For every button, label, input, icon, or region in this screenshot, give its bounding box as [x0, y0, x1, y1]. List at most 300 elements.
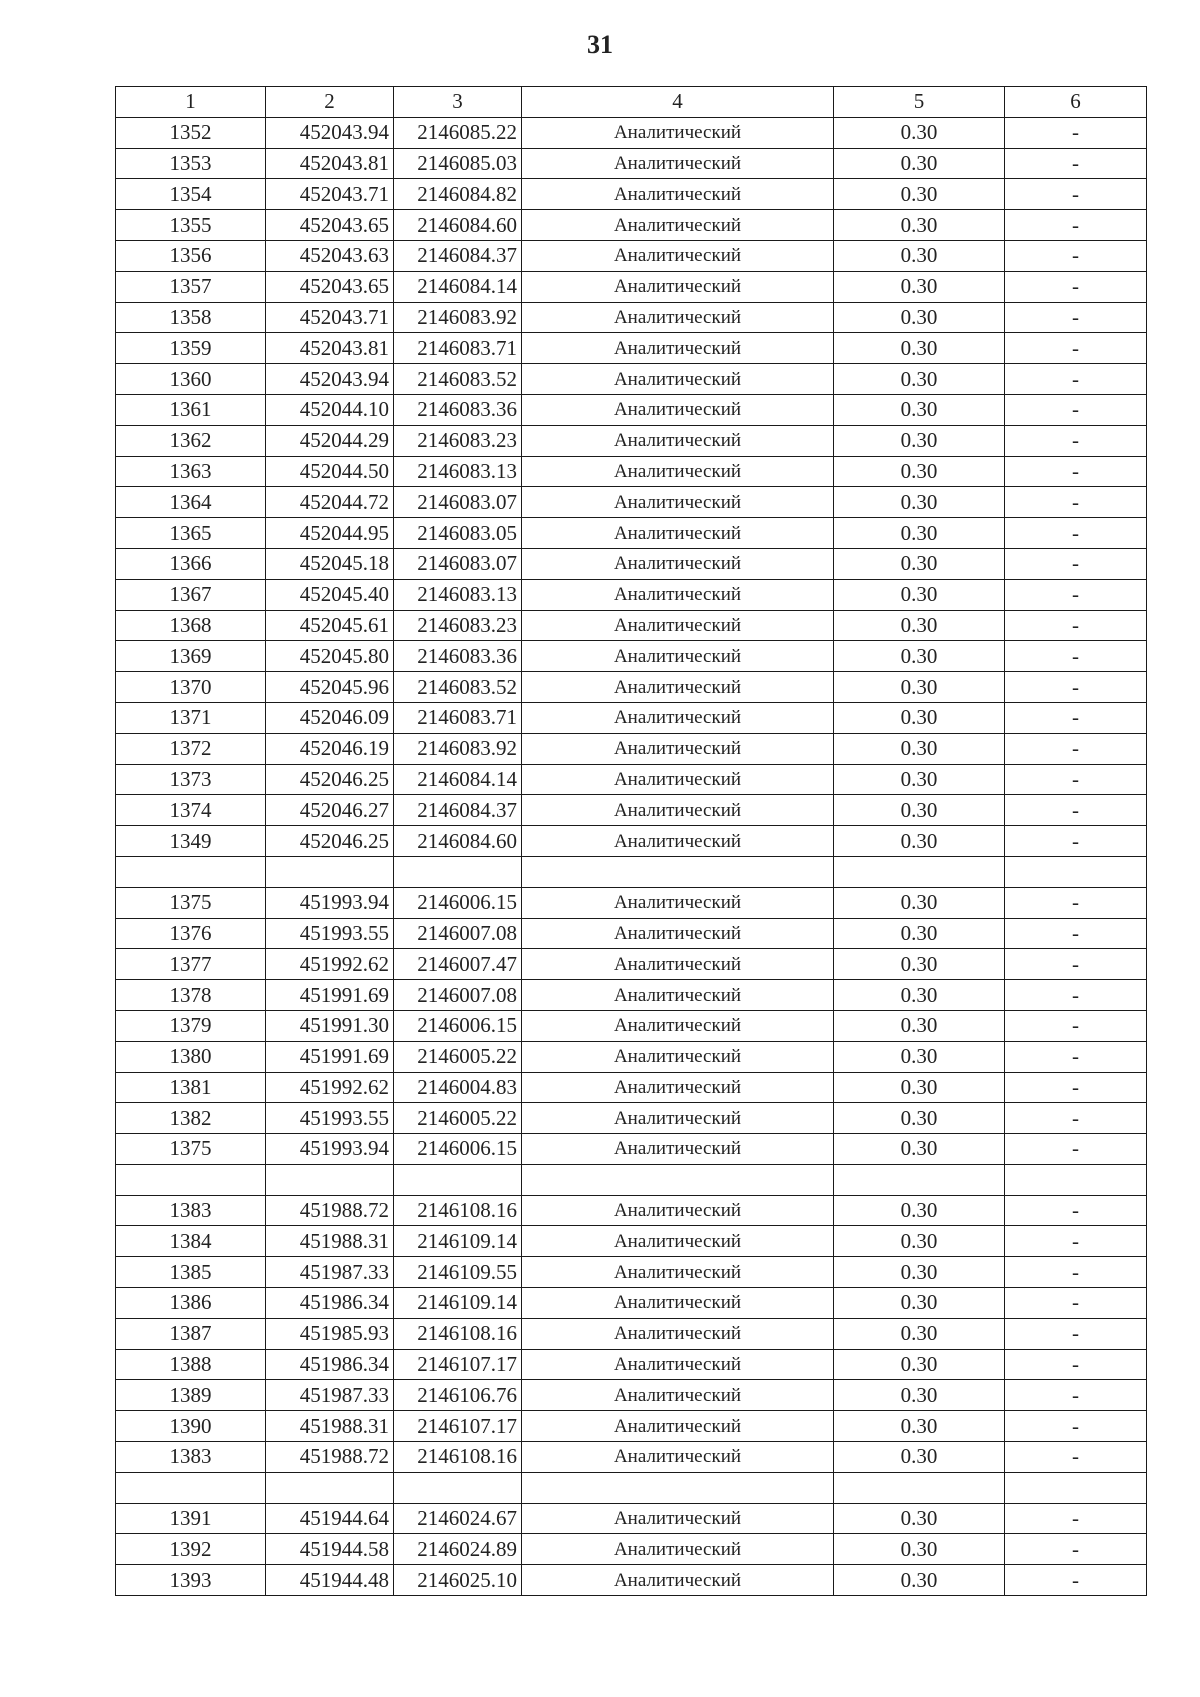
accuracy-cell: 0.30 — [834, 1257, 1005, 1288]
accuracy-cell: 0.30 — [834, 672, 1005, 703]
table-row — [116, 672, 1147, 703]
y-coordinate-cell: 2146084.37 — [394, 795, 522, 826]
accuracy-cell: 0.30 — [834, 733, 1005, 764]
accuracy-cell: 0.30 — [834, 1103, 1005, 1134]
accuracy-cell — [834, 1472, 1005, 1503]
x-coordinate-cell: 452045.61 — [266, 610, 394, 641]
x-coordinate-cell: 451986.34 — [266, 1288, 394, 1319]
y-coordinate-cell: 2146085.22 — [394, 117, 522, 148]
y-coordinate-cell: 2146084.60 — [394, 826, 522, 857]
note-cell: - — [1005, 302, 1147, 333]
y-coordinate-cell: 2146084.82 — [394, 179, 522, 210]
accuracy-cell: 0.30 — [834, 1318, 1005, 1349]
y-coordinate-cell — [394, 1472, 522, 1503]
table-row — [116, 856, 1147, 887]
x-coordinate-cell: 452045.18 — [266, 548, 394, 579]
point-number-cell: 1383 — [116, 1195, 266, 1226]
y-coordinate-cell: 2146109.55 — [394, 1257, 522, 1288]
table-row — [116, 1134, 1147, 1165]
accuracy-cell: 0.30 — [834, 579, 1005, 610]
table-row — [116, 1103, 1147, 1134]
point-number-cell: 1389 — [116, 1380, 266, 1411]
point-number-cell: 1366 — [116, 548, 266, 579]
y-coordinate-cell: 2146004.83 — [394, 1072, 522, 1103]
y-coordinate-cell: 2146083.13 — [394, 456, 522, 487]
note-cell: - — [1005, 1041, 1147, 1072]
x-coordinate-cell: 452044.10 — [266, 394, 394, 425]
y-coordinate-cell: 2146083.52 — [394, 364, 522, 395]
y-coordinate-cell — [394, 856, 522, 887]
method-cell: Аналитический — [522, 117, 834, 148]
point-number-cell: 1386 — [116, 1288, 266, 1319]
note-cell: - — [1005, 1226, 1147, 1257]
note-cell: - — [1005, 1318, 1147, 1349]
x-coordinate-cell: 451991.69 — [266, 980, 394, 1011]
point-number-cell: 1379 — [116, 1010, 266, 1041]
table-row — [116, 179, 1147, 210]
point-number-cell: 1384 — [116, 1226, 266, 1257]
accuracy-cell: 0.30 — [834, 1134, 1005, 1165]
accuracy-cell: 0.30 — [834, 1349, 1005, 1380]
note-cell: - — [1005, 456, 1147, 487]
point-number-cell: 1381 — [116, 1072, 266, 1103]
y-coordinate-cell: 2146083.52 — [394, 672, 522, 703]
y-coordinate-cell: 2146083.07 — [394, 548, 522, 579]
method-cell: Аналитический — [522, 826, 834, 857]
x-coordinate-cell: 452044.50 — [266, 456, 394, 487]
table-row — [116, 518, 1147, 549]
note-cell: - — [1005, 826, 1147, 857]
accuracy-cell: 0.30 — [834, 425, 1005, 456]
y-coordinate-cell: 2146106.76 — [394, 1380, 522, 1411]
point-number-cell: 1377 — [116, 949, 266, 980]
point-number-cell: 1364 — [116, 487, 266, 518]
column-header: 5 — [834, 87, 1005, 118]
point-number-cell: 1368 — [116, 610, 266, 641]
table-row — [116, 1349, 1147, 1380]
accuracy-cell — [834, 856, 1005, 887]
method-cell: Аналитический — [522, 1134, 834, 1165]
coordinates-table — [115, 86, 1147, 1596]
note-cell: - — [1005, 1072, 1147, 1103]
y-coordinate-cell: 2146083.92 — [394, 302, 522, 333]
note-cell: - — [1005, 1565, 1147, 1596]
x-coordinate-cell: 452043.94 — [266, 364, 394, 395]
accuracy-cell: 0.30 — [834, 1534, 1005, 1565]
y-coordinate-cell: 2146084.37 — [394, 240, 522, 271]
note-cell: - — [1005, 1442, 1147, 1473]
point-number-cell: 1362 — [116, 425, 266, 456]
table-row — [116, 425, 1147, 456]
note-cell: - — [1005, 210, 1147, 241]
note-cell: - — [1005, 148, 1147, 179]
accuracy-cell: 0.30 — [834, 1072, 1005, 1103]
note-cell: - — [1005, 1134, 1147, 1165]
column-header: 2 — [266, 87, 394, 118]
table-row — [116, 364, 1147, 395]
table-row — [116, 733, 1147, 764]
accuracy-cell: 0.30 — [834, 826, 1005, 857]
y-coordinate-cell: 2146006.15 — [394, 887, 522, 918]
method-cell: Аналитический — [522, 1195, 834, 1226]
x-coordinate-cell: 452044.72 — [266, 487, 394, 518]
accuracy-cell: 0.30 — [834, 980, 1005, 1011]
y-coordinate-cell: 2146083.36 — [394, 641, 522, 672]
x-coordinate-cell: 451985.93 — [266, 1318, 394, 1349]
y-coordinate-cell: 2146108.16 — [394, 1318, 522, 1349]
y-coordinate-cell: 2146083.71 — [394, 702, 522, 733]
point-number-cell: 1378 — [116, 980, 266, 1011]
column-header: 3 — [394, 87, 522, 118]
x-coordinate-cell: 452046.25 — [266, 764, 394, 795]
table-row — [116, 456, 1147, 487]
note-cell — [1005, 1164, 1147, 1195]
table-row — [116, 1318, 1147, 1349]
accuracy-cell: 0.30 — [834, 1565, 1005, 1596]
x-coordinate-cell — [266, 1472, 394, 1503]
method-cell: Аналитический — [522, 641, 834, 672]
accuracy-cell: 0.30 — [834, 1288, 1005, 1319]
method-cell: Аналитический — [522, 548, 834, 579]
note-cell: - — [1005, 333, 1147, 364]
method-cell: Аналитический — [522, 1103, 834, 1134]
note-cell: - — [1005, 1195, 1147, 1226]
y-coordinate-cell: 2146006.15 — [394, 1010, 522, 1041]
y-coordinate-cell: 2146006.15 — [394, 1134, 522, 1165]
point-number-cell: 1391 — [116, 1503, 266, 1534]
accuracy-cell: 0.30 — [834, 1411, 1005, 1442]
method-cell: Аналитический — [522, 394, 834, 425]
method-cell: Аналитический — [522, 1442, 834, 1473]
x-coordinate-cell: 451991.30 — [266, 1010, 394, 1041]
accuracy-cell: 0.30 — [834, 117, 1005, 148]
x-coordinate-cell: 452043.71 — [266, 302, 394, 333]
y-coordinate-cell: 2146107.17 — [394, 1411, 522, 1442]
note-cell: - — [1005, 764, 1147, 795]
method-cell: Аналитический — [522, 1010, 834, 1041]
note-cell: - — [1005, 1010, 1147, 1041]
note-cell: - — [1005, 1503, 1147, 1534]
y-coordinate-cell: 2146083.23 — [394, 610, 522, 641]
x-coordinate-cell: 452044.95 — [266, 518, 394, 549]
y-coordinate-cell: 2146083.05 — [394, 518, 522, 549]
method-cell: Аналитический — [522, 887, 834, 918]
point-number-cell: 1359 — [116, 333, 266, 364]
note-cell: - — [1005, 240, 1147, 271]
table-row — [116, 980, 1147, 1011]
table-row — [116, 1010, 1147, 1041]
accuracy-cell: 0.30 — [834, 364, 1005, 395]
accuracy-cell: 0.30 — [834, 1010, 1005, 1041]
point-number-cell: 1349 — [116, 826, 266, 857]
method-cell — [522, 1472, 834, 1503]
x-coordinate-cell: 452046.19 — [266, 733, 394, 764]
y-coordinate-cell: 2146108.16 — [394, 1195, 522, 1226]
method-cell: Аналитический — [522, 425, 834, 456]
table-row — [116, 1195, 1147, 1226]
x-coordinate-cell: 451944.48 — [266, 1565, 394, 1596]
accuracy-cell: 0.30 — [834, 487, 1005, 518]
accuracy-cell: 0.30 — [834, 887, 1005, 918]
accuracy-cell: 0.30 — [834, 1195, 1005, 1226]
point-number-cell: 1375 — [116, 887, 266, 918]
y-coordinate-cell: 2146084.14 — [394, 764, 522, 795]
x-coordinate-cell: 452043.71 — [266, 179, 394, 210]
point-number-cell: 1352 — [116, 117, 266, 148]
table-row — [116, 117, 1147, 148]
table-row — [116, 240, 1147, 271]
note-cell: - — [1005, 1288, 1147, 1319]
x-coordinate-cell: 452043.63 — [266, 240, 394, 271]
table-row — [116, 333, 1147, 364]
y-coordinate-cell: 2146109.14 — [394, 1288, 522, 1319]
x-coordinate-cell: 452045.40 — [266, 579, 394, 610]
point-number-cell: 1353 — [116, 148, 266, 179]
note-cell: - — [1005, 364, 1147, 395]
table-row — [116, 271, 1147, 302]
y-coordinate-cell: 2146083.23 — [394, 425, 522, 456]
y-coordinate-cell: 2146083.13 — [394, 579, 522, 610]
x-coordinate-cell: 451993.55 — [266, 1103, 394, 1134]
accuracy-cell: 0.30 — [834, 456, 1005, 487]
note-cell: - — [1005, 579, 1147, 610]
note-cell: - — [1005, 1380, 1147, 1411]
note-cell: - — [1005, 1103, 1147, 1134]
x-coordinate-cell: 451993.55 — [266, 918, 394, 949]
point-number-cell: 1361 — [116, 394, 266, 425]
x-coordinate-cell: 451988.72 — [266, 1195, 394, 1226]
note-cell: - — [1005, 949, 1147, 980]
x-coordinate-cell: 451992.62 — [266, 1072, 394, 1103]
x-coordinate-cell: 452046.09 — [266, 702, 394, 733]
y-coordinate-cell: 2146024.89 — [394, 1534, 522, 1565]
accuracy-cell: 0.30 — [834, 641, 1005, 672]
accuracy-cell: 0.30 — [834, 764, 1005, 795]
x-coordinate-cell: 451988.31 — [266, 1226, 394, 1257]
accuracy-cell: 0.30 — [834, 548, 1005, 579]
method-cell: Аналитический — [522, 456, 834, 487]
x-coordinate-cell: 451991.69 — [266, 1041, 394, 1072]
point-number-cell: 1382 — [116, 1103, 266, 1134]
note-cell: - — [1005, 394, 1147, 425]
x-coordinate-cell: 451944.58 — [266, 1534, 394, 1565]
note-cell: - — [1005, 117, 1147, 148]
x-coordinate-cell: 451988.31 — [266, 1411, 394, 1442]
accuracy-cell: 0.30 — [834, 271, 1005, 302]
x-coordinate-cell: 452043.94 — [266, 117, 394, 148]
note-cell: - — [1005, 610, 1147, 641]
table-row — [116, 1472, 1147, 1503]
method-cell: Аналитический — [522, 271, 834, 302]
point-number-cell: 1390 — [116, 1411, 266, 1442]
point-number-cell: 1376 — [116, 918, 266, 949]
note-cell: - — [1005, 980, 1147, 1011]
table-row — [116, 949, 1147, 980]
note-cell: - — [1005, 641, 1147, 672]
point-number-cell: 1387 — [116, 1318, 266, 1349]
accuracy-cell: 0.30 — [834, 302, 1005, 333]
x-coordinate-cell: 451987.33 — [266, 1380, 394, 1411]
table-row — [116, 918, 1147, 949]
point-number-cell: 1383 — [116, 1442, 266, 1473]
y-coordinate-cell — [394, 1164, 522, 1195]
point-number-cell: 1371 — [116, 702, 266, 733]
x-coordinate-cell: 451992.62 — [266, 949, 394, 980]
note-cell: - — [1005, 548, 1147, 579]
accuracy-cell: 0.30 — [834, 1041, 1005, 1072]
point-number-cell: 1373 — [116, 764, 266, 795]
column-header: 4 — [522, 87, 834, 118]
method-cell — [522, 1164, 834, 1195]
note-cell: - — [1005, 1349, 1147, 1380]
accuracy-cell: 0.30 — [834, 394, 1005, 425]
method-cell: Аналитический — [522, 1503, 834, 1534]
table-body — [116, 117, 1147, 1595]
y-coordinate-cell: 2146085.03 — [394, 148, 522, 179]
method-cell — [522, 856, 834, 887]
point-number-cell: 1367 — [116, 579, 266, 610]
table-row — [116, 394, 1147, 425]
accuracy-cell: 0.30 — [834, 518, 1005, 549]
point-number-cell: 1357 — [116, 271, 266, 302]
point-number-cell: 1388 — [116, 1349, 266, 1380]
note-cell: - — [1005, 179, 1147, 210]
accuracy-cell: 0.30 — [834, 1380, 1005, 1411]
method-cell: Аналитический — [522, 179, 834, 210]
table-row — [116, 210, 1147, 241]
y-coordinate-cell: 2146005.22 — [394, 1041, 522, 1072]
accuracy-cell: 0.30 — [834, 210, 1005, 241]
x-coordinate-cell: 452043.65 — [266, 210, 394, 241]
point-number-cell: 1365 — [116, 518, 266, 549]
method-cell: Аналитический — [522, 1257, 834, 1288]
table-row — [116, 887, 1147, 918]
method-cell: Аналитический — [522, 1565, 834, 1596]
table-row — [116, 1380, 1147, 1411]
y-coordinate-cell: 2146107.17 — [394, 1349, 522, 1380]
x-coordinate-cell: 451988.72 — [266, 1442, 394, 1473]
method-cell: Аналитический — [522, 240, 834, 271]
y-coordinate-cell: 2146005.22 — [394, 1103, 522, 1134]
x-coordinate-cell: 451944.64 — [266, 1503, 394, 1534]
accuracy-cell: 0.30 — [834, 949, 1005, 980]
point-number-cell — [116, 1164, 266, 1195]
x-coordinate-cell: 452045.96 — [266, 672, 394, 703]
accuracy-cell: 0.30 — [834, 702, 1005, 733]
y-coordinate-cell: 2146007.08 — [394, 918, 522, 949]
column-header: 1 — [116, 87, 266, 118]
method-cell: Аналитический — [522, 210, 834, 241]
y-coordinate-cell: 2146024.67 — [394, 1503, 522, 1534]
accuracy-cell: 0.30 — [834, 1442, 1005, 1473]
x-coordinate-cell: 452046.25 — [266, 826, 394, 857]
table-row — [116, 795, 1147, 826]
method-cell: Аналитический — [522, 1380, 834, 1411]
table-row — [116, 548, 1147, 579]
accuracy-cell: 0.30 — [834, 1226, 1005, 1257]
table-row — [116, 1226, 1147, 1257]
point-number-cell: 1369 — [116, 641, 266, 672]
table-row — [116, 1257, 1147, 1288]
y-coordinate-cell: 2146108.16 — [394, 1442, 522, 1473]
accuracy-cell: 0.30 — [834, 179, 1005, 210]
x-coordinate-cell: 451987.33 — [266, 1257, 394, 1288]
method-cell: Аналитический — [522, 148, 834, 179]
accuracy-cell: 0.30 — [834, 240, 1005, 271]
y-coordinate-cell: 2146007.08 — [394, 980, 522, 1011]
method-cell: Аналитический — [522, 949, 834, 980]
y-coordinate-cell: 2146084.60 — [394, 210, 522, 241]
accuracy-cell — [834, 1164, 1005, 1195]
note-cell: - — [1005, 887, 1147, 918]
table-row — [116, 579, 1147, 610]
point-number-cell: 1393 — [116, 1565, 266, 1596]
method-cell: Аналитический — [522, 1226, 834, 1257]
point-number-cell: 1360 — [116, 364, 266, 395]
page-number: 31 — [587, 30, 613, 59]
x-coordinate-cell: 451993.94 — [266, 887, 394, 918]
point-number-cell: 1375 — [116, 1134, 266, 1165]
method-cell: Аналитический — [522, 764, 834, 795]
x-coordinate-cell: 452043.81 — [266, 148, 394, 179]
table-row — [116, 764, 1147, 795]
method-cell: Аналитический — [522, 1411, 834, 1442]
x-coordinate-cell: 452043.81 — [266, 333, 394, 364]
method-cell: Аналитический — [522, 364, 834, 395]
point-number-cell: 1372 — [116, 733, 266, 764]
point-number-cell: 1380 — [116, 1041, 266, 1072]
method-cell: Аналитический — [522, 487, 834, 518]
table-row — [116, 1072, 1147, 1103]
point-number-cell: 1363 — [116, 456, 266, 487]
point-number-cell: 1385 — [116, 1257, 266, 1288]
method-cell: Аналитический — [522, 980, 834, 1011]
x-coordinate-cell: 451986.34 — [266, 1349, 394, 1380]
note-cell: - — [1005, 1534, 1147, 1565]
y-coordinate-cell: 2146025.10 — [394, 1565, 522, 1596]
accuracy-cell: 0.30 — [834, 148, 1005, 179]
y-coordinate-cell: 2146083.92 — [394, 733, 522, 764]
accuracy-cell: 0.30 — [834, 610, 1005, 641]
x-coordinate-cell: 452045.80 — [266, 641, 394, 672]
point-number-cell: 1355 — [116, 210, 266, 241]
x-coordinate-cell: 452043.65 — [266, 271, 394, 302]
method-cell: Аналитический — [522, 579, 834, 610]
table-row — [116, 1411, 1147, 1442]
method-cell: Аналитический — [522, 1288, 834, 1319]
table-row — [116, 641, 1147, 672]
point-number-cell — [116, 856, 266, 887]
table-row — [116, 702, 1147, 733]
method-cell: Аналитический — [522, 702, 834, 733]
note-cell — [1005, 1472, 1147, 1503]
point-number-cell: 1358 — [116, 302, 266, 333]
y-coordinate-cell: 2146083.36 — [394, 394, 522, 425]
column-header: 6 — [1005, 87, 1147, 118]
note-cell: - — [1005, 425, 1147, 456]
x-coordinate-cell: 452044.29 — [266, 425, 394, 456]
point-number-cell: 1354 — [116, 179, 266, 210]
table-row — [116, 1503, 1147, 1534]
note-cell: - — [1005, 271, 1147, 302]
method-cell: Аналитический — [522, 1072, 834, 1103]
table-row — [116, 826, 1147, 857]
table-row — [116, 1288, 1147, 1319]
method-cell: Аналитический — [522, 918, 834, 949]
y-coordinate-cell: 2146109.14 — [394, 1226, 522, 1257]
accuracy-cell: 0.30 — [834, 918, 1005, 949]
x-coordinate-cell — [266, 856, 394, 887]
